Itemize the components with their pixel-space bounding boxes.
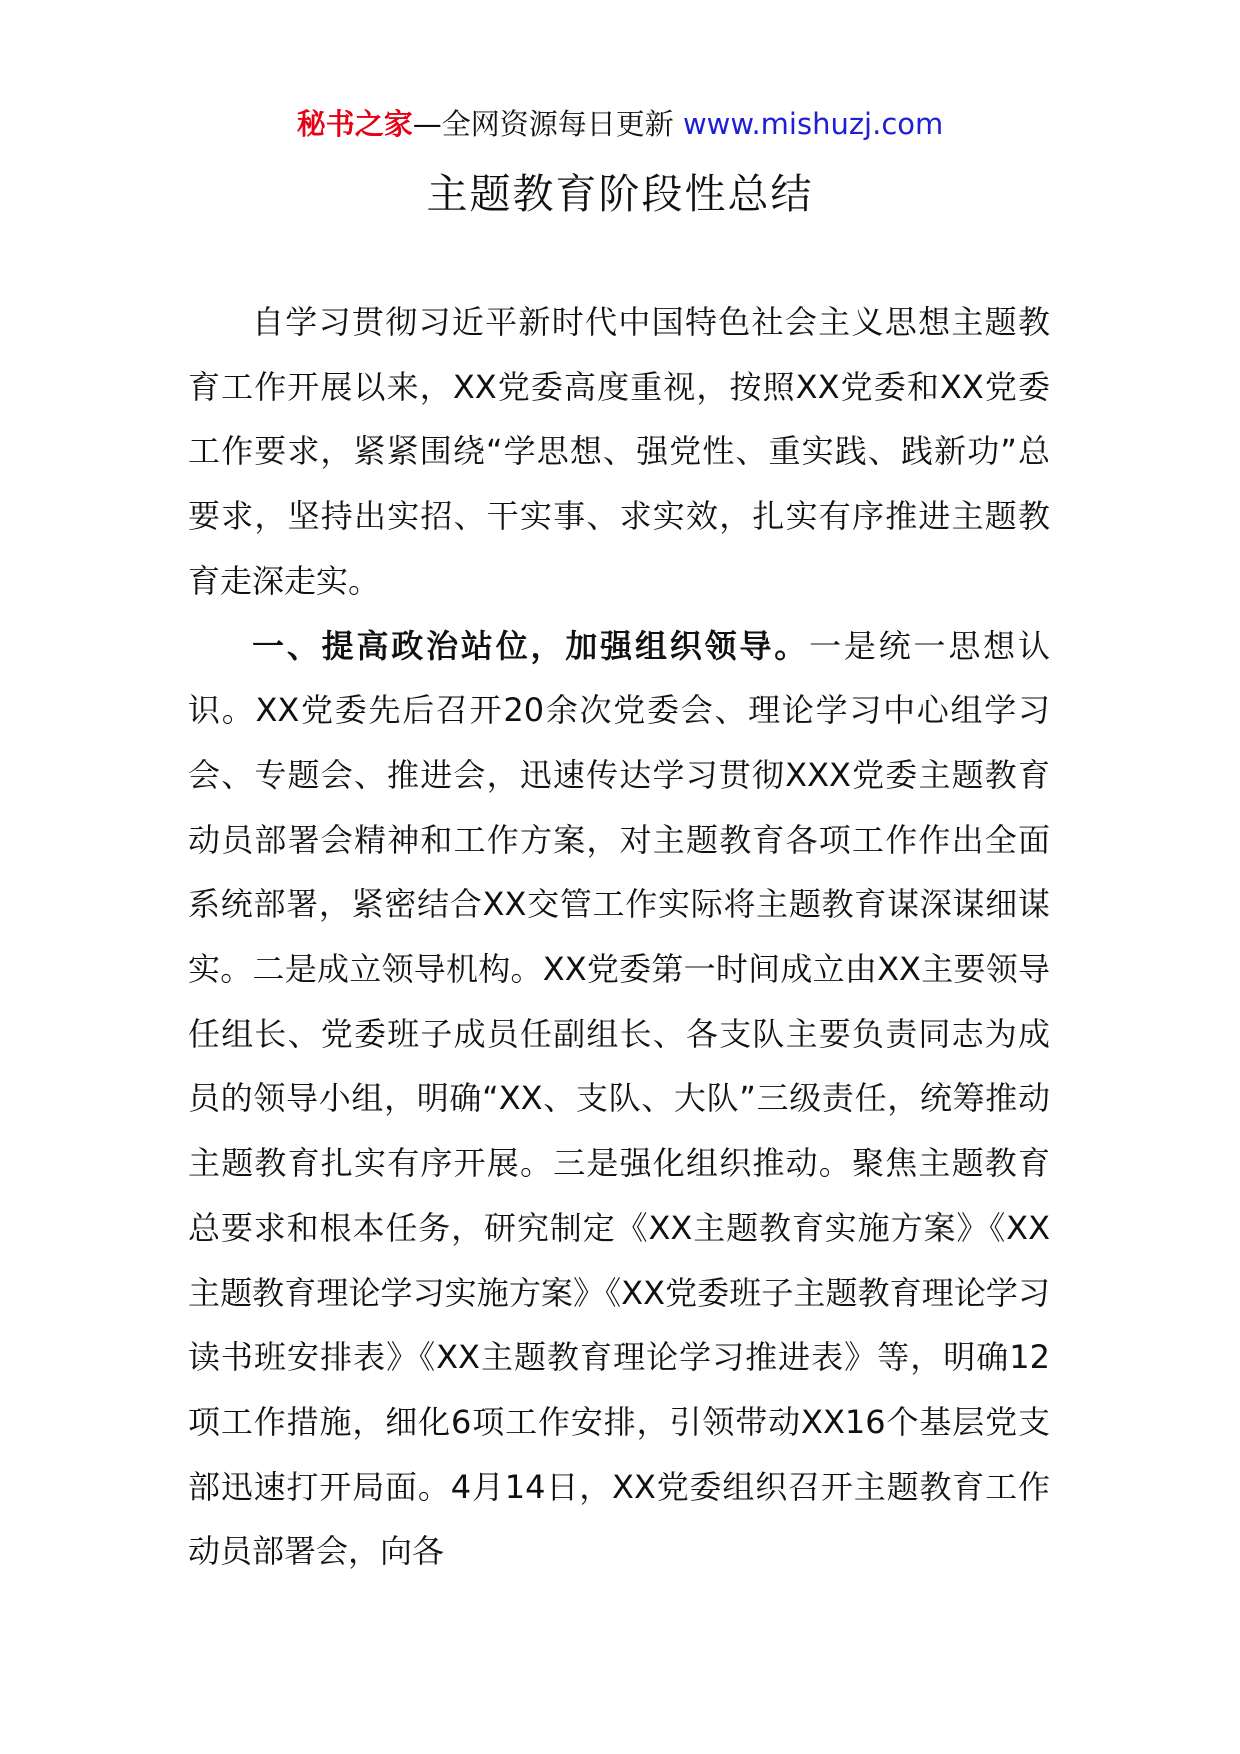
header-slogan: —全网资源每日更新: [412, 107, 683, 141]
brand-name: 秘书之家: [296, 107, 413, 141]
document-title: 主题教育阶段性总结: [426, 170, 814, 218]
paragraph-section-1: [188, 614, 1050, 1585]
site-header: [0, 104, 1240, 144]
section-heading: 一、提高政治站位，加强组织领导。: [252, 626, 810, 665]
document-body: [188, 290, 1050, 1584]
section-text: 一是统一思想认识。XX党委先后召开20余次党委会、理论学习中心组学习会、专题会、推进会，迅速传达学习贯彻XXX党委主题教育动员部署会精神和工作方案，对主题教育各项工作作出全面系统部署，紧密结合XX交管工作实际将主题教育谋深谋细谋实。二是成立领导机构。XX党委第一时间成立由XX主要领导任组长、党委班子成员任副组长、各支队主要负责同志为成员的领导小组，明确“XX、支队、大队”三级责任，统筹推动主题教育扎实有序开展。三是强化组织推动。聚焦主题教育总要求和根本任务，研究制定《XX主题教育实施方案》《XX主题教育理论学习实施方案》《XX党委班子主题教育理论学习读书班安排表》《XX主题教育理论学习推进表》等，明确12项工作措施，细化6项工作安排，引领带动XX16个基层党支部迅速打开局面。4月14日，XX党委组织召开主题教育工作动员部署会，向各: [188, 626, 1050, 1571]
paragraph-intro: 自学习贯彻习近平新时代中国特色社会主义思想主题教育工作开展以来，XX党委高度重视，按照XX党委和XX党委工作要求，紧紧围绕“学思想、强党性、重实践、践新功”总要求，坚持出实招、干实事、求实效，扎实有序推进主题教育走深走实。: [188, 303, 1050, 600]
site-url-link[interactable]: www.mishuzj.com: [682, 107, 944, 141]
